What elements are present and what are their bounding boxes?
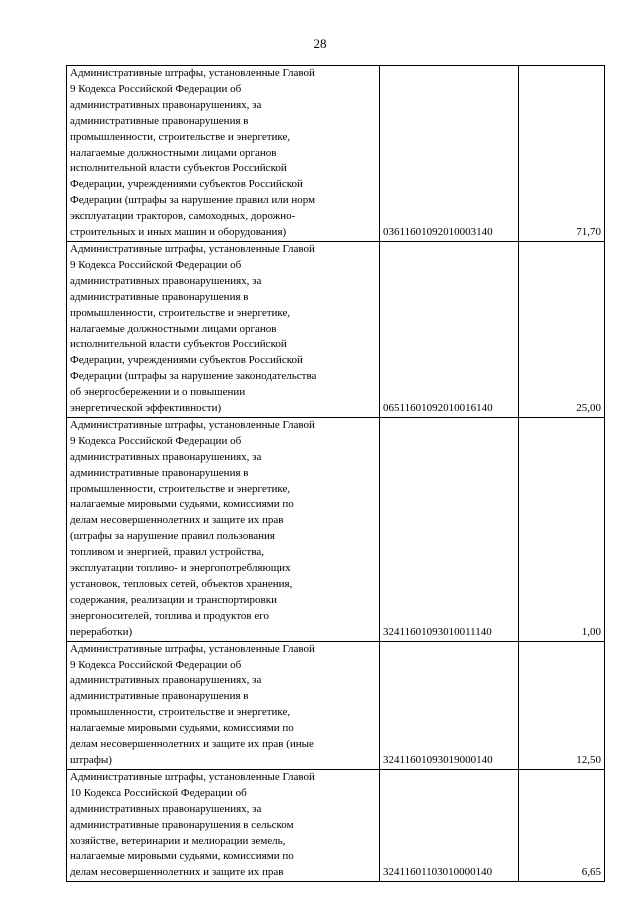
description-line: энергетической эффективности)	[70, 402, 222, 415]
fine-description	[67, 66, 380, 242]
budget-classification-code: 03611601092010003140	[380, 66, 519, 242]
description-line: Административные штрафы, установленные Главой	[70, 242, 315, 255]
table-row	[67, 66, 605, 242]
description-line: административные правонарушения в сельском	[70, 818, 294, 831]
description-line: исполнительной власти субъектов Российской	[70, 338, 287, 351]
description-line: 9 Кодекса Российской Федерации об	[70, 658, 242, 671]
table-row	[67, 417, 605, 641]
budget-classification-code: 06511601092010016140	[380, 241, 519, 417]
description-line: административных правонарушениях, за	[70, 98, 262, 111]
description-line: делам несовершеннолетних и защите их прав	[70, 514, 284, 527]
amount-value: 12,50	[519, 641, 605, 769]
amount-value: 6,65	[519, 769, 605, 881]
table-row	[67, 241, 605, 417]
description-line: Административные штрафы, установленные Главой	[70, 642, 315, 655]
budget-classification-code: 32411601093019000140	[380, 641, 519, 769]
description-line: промышленности, строительстве и энергетике,	[70, 482, 291, 495]
description-line: административные правонарушения в	[70, 466, 249, 479]
description-line: налагаемые мировыми судьями, комиссиями по	[70, 722, 294, 735]
description-line: Административные штрафы, установленные Главой	[70, 67, 315, 79]
page-number: 28	[313, 36, 327, 51]
description-line: Административные штрафы, установленные Главой	[70, 418, 315, 431]
table-row	[67, 769, 605, 881]
fine-description	[67, 241, 380, 417]
description-line: эксплуатации топливо- и энергопотребляющих	[70, 562, 291, 575]
description-line: налагаемые мировыми судьями, комиссиями по	[70, 850, 294, 863]
description-line: Федерации (штрафы за нарушение законодательства	[70, 370, 317, 383]
description-line: 9 Кодекса Российской Федерации об	[70, 258, 242, 271]
description-line: Федерации (штрафы за нарушение правил или норм	[70, 194, 316, 207]
amount-value: 71,70	[519, 66, 605, 242]
description-line: делам несовершеннолетних и защите их прав (иные	[70, 738, 314, 751]
description-line: административные правонарушения в	[70, 690, 249, 703]
description-line: топливом и энергией, правил устройства,	[70, 546, 265, 559]
description-line: административных правонарушениях, за	[70, 674, 262, 687]
description-line: административных правонарушениях, за	[70, 450, 262, 463]
description-line: штрафы)	[70, 753, 112, 766]
fines-table	[66, 65, 605, 882]
fine-description	[67, 417, 380, 641]
description-line: эксплуатации тракторов, самоходных, дорожно-	[70, 210, 296, 223]
description-line: Федерации, учреждениями субъектов Российской	[70, 178, 303, 191]
amount-value: 25,00	[519, 241, 605, 417]
description-line: налагаемые должностными лицами органов	[70, 322, 277, 335]
description-line: строительных и иных машин и оборудования)	[70, 226, 287, 239]
description-line: энергоносителей, топлива и продуктов его	[70, 609, 269, 622]
fine-description	[67, 769, 380, 881]
description-line: Административные штрафы, установленные Главой	[70, 770, 315, 783]
description-line: об энергосбережении и о повышении	[70, 386, 246, 399]
budget-classification-code: 32411601093010011140	[380, 417, 519, 641]
description-line: переработки)	[70, 625, 133, 638]
description-line: делам несовершеннолетних и защите их прав	[70, 866, 284, 879]
description-line: промышленности, строительстве и энергетике,	[70, 706, 291, 719]
amount-value: 1,00	[519, 417, 605, 641]
description-line: 10 Кодекса Российской Федерации об	[70, 786, 247, 799]
description-line: (штрафы за нарушение правил пользования	[70, 530, 275, 543]
description-line: административных правонарушениях, за	[70, 802, 262, 815]
description-line: 9 Кодекса Российской Федерации об	[70, 82, 242, 95]
description-line: административные правонарушения в	[70, 290, 249, 303]
description-line: 9 Кодекса Российской Федерации об	[70, 434, 242, 447]
description-line: содержания, реализации и транспортировки	[70, 593, 277, 606]
table-row	[67, 641, 605, 769]
description-line: промышленности, строительстве и энергетике,	[70, 130, 291, 143]
description-line: Федерации, учреждениями субъектов Российской	[70, 354, 303, 367]
budget-classification-code: 32411601103010000140	[380, 769, 519, 881]
description-line: исполнительной власти субъектов Российской	[70, 162, 287, 175]
fines-table-body	[67, 66, 605, 882]
description-line: установок, тепловых сетей, объектов хранения,	[70, 578, 293, 590]
description-line: хозяйстве, ветеринарии и мелиорации земель,	[70, 834, 286, 847]
description-line: налагаемые мировыми судьями, комиссиями по	[70, 498, 294, 511]
description-line: административных правонарушениях, за	[70, 274, 262, 287]
description-line: налагаемые должностными лицами органов	[70, 146, 277, 159]
description-line: промышленности, строительстве и энергетике,	[70, 306, 291, 319]
fine-description	[67, 641, 380, 769]
description-line: административные правонарушения в	[70, 114, 249, 127]
